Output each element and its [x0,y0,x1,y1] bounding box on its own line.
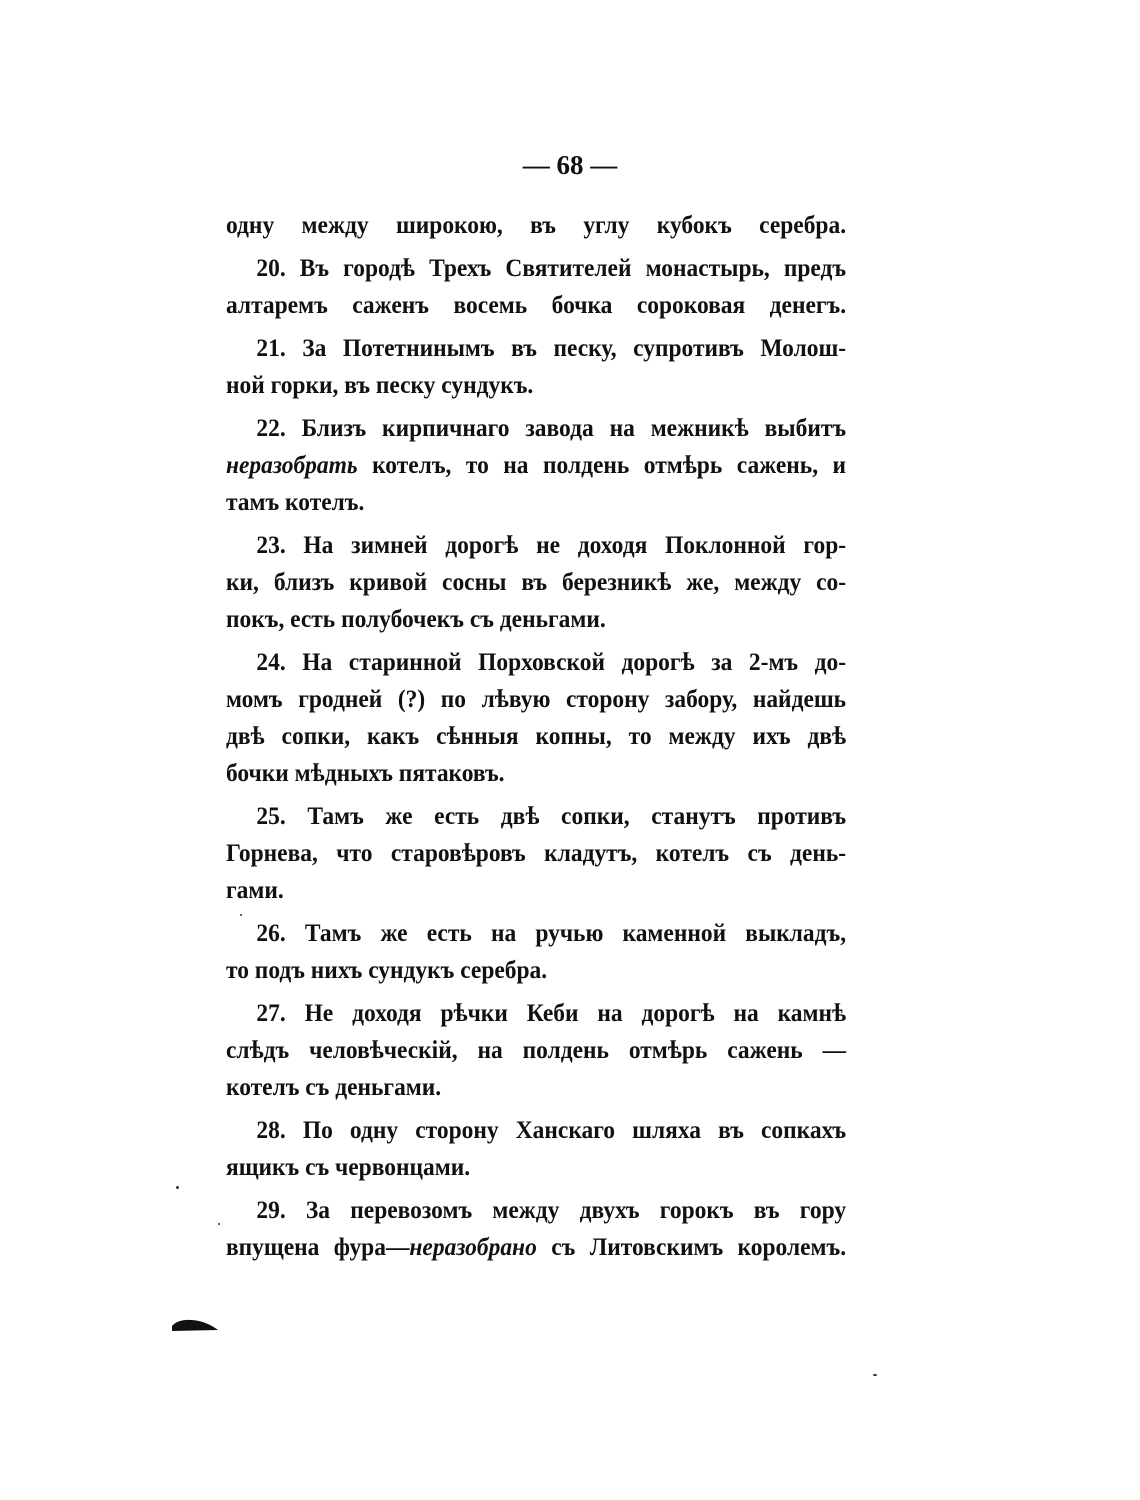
paragraph-26 [226,914,846,988]
text-line: 24. На старинной Порховской дорогѣ за 2-мъ до- [256,647,847,676]
text-fragment: котелъ, то на полдень отмѣрь сажень, и [357,450,847,479]
text-line: 25. Тамъ же есть двѣ сопки, станутъ противъ [256,801,847,830]
text-fragment: съ Литовскимъ королемъ. [536,1232,847,1261]
text-line: 27. Не доходя рѣчки Кеби на дорогѣ на камнѣ [256,998,847,1027]
italic-word: неразобрать [226,450,358,479]
text-line: 22. Близъ кирпичнаго завода на межникѣ выбитъ [256,413,847,442]
paragraph-19-continuation [226,206,846,243]
ink-smudge-icon [172,1318,218,1332]
text-line: 23. На зимней дорогѣ не доходя Поклонной гор- [256,530,847,559]
page-number: — 68 — [522,150,618,180]
text-line: 26. Тамъ же есть на ручью каменной выкладъ, [256,918,847,947]
text-line: 28. По одну сторону Ханскаго шляха въ сопкахъ [256,1115,847,1144]
paragraph-22 [226,409,846,520]
text-line: двѣ сопки, какъ сѣнныя копны, то между ихъ двѣ [226,721,847,750]
text-line: гами. [226,875,284,904]
paragraph-25 [226,797,846,908]
text-line: слѣдъ человѣческій, на полдень отмѣрь сажень — [226,1035,847,1064]
ink-speck-icon [240,914,242,916]
text-line: 21. За Потетнинымъ въ песку, супротивъ Молош- [256,333,847,362]
text-line: ящикъ съ червонцами. [226,1152,471,1181]
text-line: покъ, есть полубочекъ съ деньгами. [226,604,606,633]
text-line: тамъ котелъ. [226,487,365,516]
ink-speck-icon [873,1374,877,1376]
text-line: ки, близъ кривой сосны въ березникѣ же, между со- [226,567,847,596]
text-line: бочки мѣдныхъ пятаковъ. [226,758,505,787]
paragraph-21 [226,329,846,403]
text-line: алтаремъ саженъ восемь бочка сороковая денегъ. [226,290,847,319]
paragraph-28 [226,1111,846,1185]
text-line: ной горки, въ песку сундукъ. [226,370,534,399]
ink-speck-icon [176,1186,179,1189]
text-line: то подъ нихъ сундукъ серебра. [226,955,548,984]
italic-word: неразобрано [409,1232,537,1261]
body-text [226,206,847,1271]
ink-speck-icon [218,1223,220,1225]
text-line: 20. Въ городѣ Трехъ Святителей монастырь, предъ [256,253,847,282]
paragraph-23 [226,526,846,637]
paragraph-29 [226,1191,846,1265]
text-line: 29. За перевозомъ между двухъ горокъ въ гору [256,1195,847,1224]
text-line: одну между широкою, въ углу кубокъ серебра. [226,210,847,239]
text-line [226,446,846,483]
text-line [226,1228,846,1265]
paragraph-27 [226,994,846,1105]
paragraph-20 [226,249,846,323]
paragraph-24 [226,643,846,791]
text-fragment: впущена фура— [226,1232,410,1261]
text-line: котелъ съ деньгами. [226,1072,442,1101]
text-line: момъ гродней (?) по лѣвую сторону забору, найдешь [226,684,847,713]
text-line: Горнева, что старовѣровъ кладутъ, котелъ съ день- [226,838,847,867]
